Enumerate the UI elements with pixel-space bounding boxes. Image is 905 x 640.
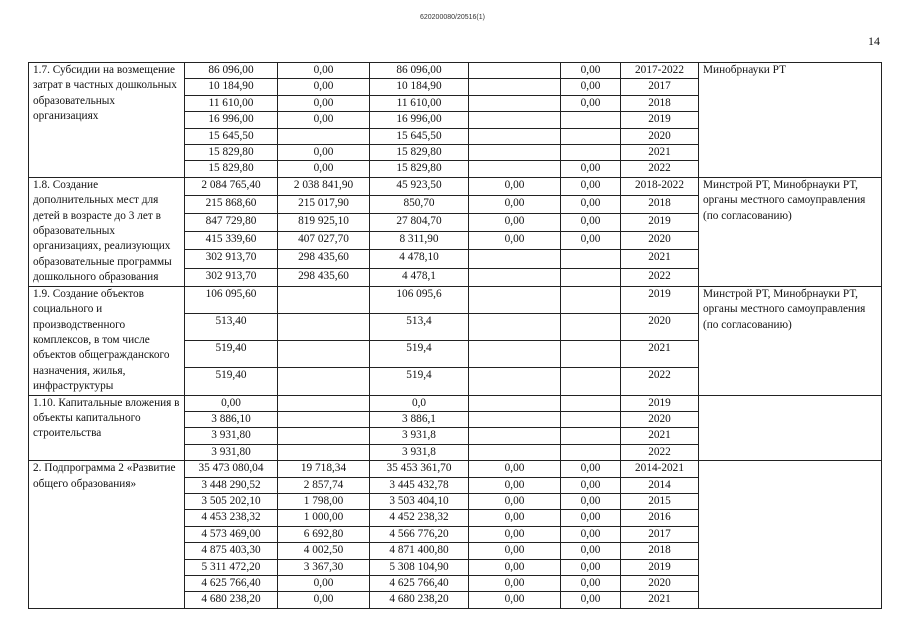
amount-cell: 415 339,60 — [185, 232, 278, 250]
amount-cell: 0,00 — [561, 477, 621, 493]
amount-cell — [561, 313, 621, 340]
amount-cell: 4 871 400,80 — [370, 543, 469, 559]
amount-cell: 15 829,80 — [185, 145, 278, 161]
amount-cell — [278, 428, 370, 444]
year-cell: 2017 — [621, 526, 699, 542]
year-cell: 2018 — [621, 95, 699, 111]
document-id: 620200080/20516(1) — [419, 14, 485, 21]
amount-cell: 6 692,80 — [278, 526, 370, 542]
amount-cell: 15 645,50 — [185, 128, 278, 144]
amount-cell: 519,40 — [185, 341, 278, 368]
table-row — [29, 395, 882, 411]
amount-cell — [469, 63, 561, 79]
amount-cell: 519,4 — [370, 341, 469, 368]
year-cell: 2020 — [621, 313, 699, 340]
amount-cell: 0,00 — [561, 177, 621, 195]
amount-cell: 850,70 — [370, 195, 469, 213]
amount-cell — [469, 112, 561, 128]
year-cell: 2020 — [621, 128, 699, 144]
amount-cell — [469, 128, 561, 144]
year-cell: 2021 — [621, 341, 699, 368]
year-cell: 2019 — [621, 112, 699, 128]
amount-cell: 2 084 765,40 — [185, 177, 278, 195]
amount-cell: 0,00 — [469, 543, 561, 559]
year-cell: 2022 — [621, 368, 699, 395]
amount-cell: 4 625 766,40 — [185, 576, 278, 592]
amount-cell: 3 367,30 — [278, 559, 370, 575]
amount-cell — [561, 341, 621, 368]
amount-cell: 0,00 — [561, 161, 621, 177]
table-body — [29, 63, 882, 609]
amount-cell: 3 931,80 — [185, 444, 278, 460]
amount-cell: 1 000,00 — [278, 510, 370, 526]
amount-cell — [278, 368, 370, 395]
year-cell: 2018-2022 — [621, 177, 699, 195]
amount-cell — [561, 395, 621, 411]
amount-cell: 4 453 238,32 — [185, 510, 278, 526]
amount-cell: 0,00 — [278, 145, 370, 161]
amount-cell — [561, 444, 621, 460]
amount-cell: 0,00 — [561, 493, 621, 509]
amount-cell: 0,00 — [561, 232, 621, 250]
amount-cell: 16 996,00 — [370, 112, 469, 128]
amount-cell: 0,00 — [469, 477, 561, 493]
amount-cell: 27 804,70 — [370, 214, 469, 232]
amount-cell — [469, 161, 561, 177]
amount-cell — [561, 268, 621, 286]
year-cell: 2019 — [621, 214, 699, 232]
amount-cell — [278, 395, 370, 411]
year-cell: 2022 — [621, 444, 699, 460]
amount-cell: 819 925,10 — [278, 214, 370, 232]
amount-cell — [278, 128, 370, 144]
amount-cell — [561, 368, 621, 395]
amount-cell — [561, 411, 621, 427]
amount-cell: 0,00 — [278, 63, 370, 79]
amount-cell: 3 886,1 — [370, 411, 469, 427]
amount-cell: 0,00 — [469, 493, 561, 509]
amount-cell: 3 931,8 — [370, 444, 469, 460]
amount-cell: 4 680 238,20 — [370, 592, 469, 608]
amount-cell: 0,00 — [561, 543, 621, 559]
amount-cell — [278, 341, 370, 368]
amount-cell: 5 311 472,20 — [185, 559, 278, 575]
table-row — [29, 461, 882, 477]
amount-cell: 3 448 290,52 — [185, 477, 278, 493]
amount-cell: 0,00 — [469, 510, 561, 526]
year-cell: 2022 — [621, 268, 699, 286]
amount-cell — [469, 145, 561, 161]
amount-cell — [469, 268, 561, 286]
executor-cell — [699, 395, 882, 461]
year-cell: 2020 — [621, 411, 699, 427]
amount-cell: 0,00 — [561, 576, 621, 592]
year-cell: 2019 — [621, 559, 699, 575]
amount-cell: 0,00 — [278, 79, 370, 95]
amount-cell: 3 931,8 — [370, 428, 469, 444]
year-cell: 2020 — [621, 576, 699, 592]
amount-cell: 16 996,00 — [185, 112, 278, 128]
amount-cell — [561, 428, 621, 444]
amount-cell: 3 503 404,10 — [370, 493, 469, 509]
year-cell: 2014 — [621, 477, 699, 493]
amount-cell: 0,00 — [561, 592, 621, 608]
amount-cell — [278, 313, 370, 340]
executor-cell: Минстрой РТ, Минобрнауки РТ, органы местного самоуправления (по согласованию) — [699, 177, 882, 286]
amount-cell — [561, 128, 621, 144]
amount-cell: 2 038 841,90 — [278, 177, 370, 195]
amount-cell: 0,00 — [469, 195, 561, 213]
amount-cell — [561, 112, 621, 128]
amount-cell: 10 184,90 — [185, 79, 278, 95]
amount-cell: 3 505 202,10 — [185, 493, 278, 509]
amount-cell: 10 184,90 — [370, 79, 469, 95]
amount-cell: 0,00 — [469, 461, 561, 477]
measure-name: 1.8. Создание дополнительных мест для детей в возрасте до 3 лет в образовательных организациях, реализующих образовательные программы дошкольного образования — [29, 177, 185, 286]
amount-cell: 215 868,60 — [185, 195, 278, 213]
amount-cell: 0,00 — [561, 559, 621, 575]
page-number: 14 — [868, 34, 880, 48]
amount-cell: 11 610,00 — [185, 95, 278, 111]
amount-cell — [278, 444, 370, 460]
amount-cell — [469, 250, 561, 268]
amount-cell: 45 923,50 — [370, 177, 469, 195]
amount-cell: 15 829,80 — [185, 161, 278, 177]
amount-cell: 1 798,00 — [278, 493, 370, 509]
amount-cell: 4 566 776,20 — [370, 526, 469, 542]
amount-cell: 0,00 — [561, 95, 621, 111]
amount-cell: 19 718,34 — [278, 461, 370, 477]
amount-cell: 15 829,80 — [370, 145, 469, 161]
amount-cell: 0,00 — [278, 95, 370, 111]
amount-cell: 519,4 — [370, 368, 469, 395]
measure-name: 1.7. Субсидии на возмещение затрат в частных дошкольных образовательных организациях — [29, 63, 185, 178]
year-cell: 2017-2022 — [621, 63, 699, 79]
amount-cell: 0,00 — [185, 395, 278, 411]
amount-cell: 298 435,60 — [278, 250, 370, 268]
amount-cell: 0,00 — [561, 79, 621, 95]
amount-cell: 3 931,80 — [185, 428, 278, 444]
amount-cell: 513,4 — [370, 313, 469, 340]
amount-cell: 4 875 403,30 — [185, 543, 278, 559]
amount-cell: 4 478,1 — [370, 268, 469, 286]
amount-cell: 35 473 080,04 — [185, 461, 278, 477]
year-cell: 2021 — [621, 428, 699, 444]
amount-cell: 298 435,60 — [278, 268, 370, 286]
measure-name: 1.10. Капитальные вложения в объекты капитального строительства — [29, 395, 185, 461]
amount-cell: 106 095,60 — [185, 286, 278, 313]
year-cell: 2018 — [621, 195, 699, 213]
amount-cell: 4 452 238,32 — [370, 510, 469, 526]
amount-cell: 0,00 — [561, 214, 621, 232]
year-cell: 2021 — [621, 592, 699, 608]
amount-cell: 4 625 766,40 — [370, 576, 469, 592]
amount-cell: 0,00 — [561, 461, 621, 477]
amount-cell: 847 729,80 — [185, 214, 278, 232]
amount-cell — [469, 444, 561, 460]
amount-cell: 86 096,00 — [185, 63, 278, 79]
measure-name: 1.9. Создание объектов социального и производственного комплексов, в том числе объектов общегражданского назначения, жилья, инфраструктуры — [29, 286, 185, 395]
amount-cell: 4 478,10 — [370, 250, 469, 268]
amount-cell: 0,00 — [469, 559, 561, 575]
amount-cell: 3 886,10 — [185, 411, 278, 427]
amount-cell: 0,00 — [561, 510, 621, 526]
year-cell: 2016 — [621, 510, 699, 526]
amount-cell — [561, 145, 621, 161]
amount-cell: 106 095,6 — [370, 286, 469, 313]
amount-cell — [469, 79, 561, 95]
amount-cell: 4 002,50 — [278, 543, 370, 559]
amount-cell: 0,00 — [469, 592, 561, 608]
table-row — [29, 63, 882, 79]
amount-cell: 2 857,74 — [278, 477, 370, 493]
amount-cell — [561, 250, 621, 268]
amount-cell: 0,00 — [278, 592, 370, 608]
amount-cell: 11 610,00 — [370, 95, 469, 111]
amount-cell: 0,00 — [561, 195, 621, 213]
amount-cell — [469, 313, 561, 340]
amount-cell: 3 445 432,78 — [370, 477, 469, 493]
amount-cell: 86 096,00 — [370, 63, 469, 79]
amount-cell: 4 680 238,20 — [185, 592, 278, 608]
amount-cell — [561, 286, 621, 313]
executor-cell — [699, 461, 882, 609]
amount-cell: 0,00 — [278, 576, 370, 592]
year-cell: 2019 — [621, 395, 699, 411]
measure-name: 2. Подпрограмма 2 «Развитие общего образования» — [29, 461, 185, 609]
amount-cell: 0,00 — [278, 161, 370, 177]
amount-cell: 0,00 — [469, 214, 561, 232]
amount-cell: 302 913,70 — [185, 250, 278, 268]
table-row — [29, 177, 882, 195]
amount-cell: 0,00 — [278, 112, 370, 128]
amount-cell: 0,00 — [469, 177, 561, 195]
year-cell: 2020 — [621, 232, 699, 250]
amount-cell: 302 913,70 — [185, 268, 278, 286]
amount-cell: 4 573 469,00 — [185, 526, 278, 542]
amount-cell: 0,00 — [469, 576, 561, 592]
budget-table — [28, 62, 882, 609]
amount-cell: 35 453 361,70 — [370, 461, 469, 477]
amount-cell — [469, 368, 561, 395]
amount-cell: 0,00 — [561, 526, 621, 542]
amount-cell — [469, 95, 561, 111]
amount-cell — [469, 395, 561, 411]
amount-cell — [278, 411, 370, 427]
amount-cell: 8 311,90 — [370, 232, 469, 250]
year-cell: 2019 — [621, 286, 699, 313]
amount-cell: 407 027,70 — [278, 232, 370, 250]
amount-cell: 0,00 — [561, 63, 621, 79]
amount-cell: 0,00 — [469, 526, 561, 542]
amount-cell — [278, 286, 370, 313]
executor-cell: Минстрой РТ, Минобрнауки РТ, органы местного самоуправления (по согласованию) — [699, 286, 882, 395]
year-cell: 2017 — [621, 79, 699, 95]
year-cell: 2021 — [621, 145, 699, 161]
amount-cell: 215 017,90 — [278, 195, 370, 213]
year-cell: 2015 — [621, 493, 699, 509]
amount-cell — [469, 286, 561, 313]
table-row — [29, 286, 882, 313]
amount-cell: 15 645,50 — [370, 128, 469, 144]
amount-cell — [469, 428, 561, 444]
amount-cell — [469, 341, 561, 368]
executor-cell: Минобрнауки РТ — [699, 63, 882, 178]
amount-cell: 519,40 — [185, 368, 278, 395]
amount-cell — [469, 411, 561, 427]
year-cell: 2022 — [621, 161, 699, 177]
amount-cell: 5 308 104,90 — [370, 559, 469, 575]
year-cell: 2018 — [621, 543, 699, 559]
amount-cell: 513,40 — [185, 313, 278, 340]
amount-cell: 15 829,80 — [370, 161, 469, 177]
amount-cell: 0,00 — [469, 232, 561, 250]
amount-cell: 0,0 — [370, 395, 469, 411]
year-cell: 2021 — [621, 250, 699, 268]
year-cell: 2014-2021 — [621, 461, 699, 477]
